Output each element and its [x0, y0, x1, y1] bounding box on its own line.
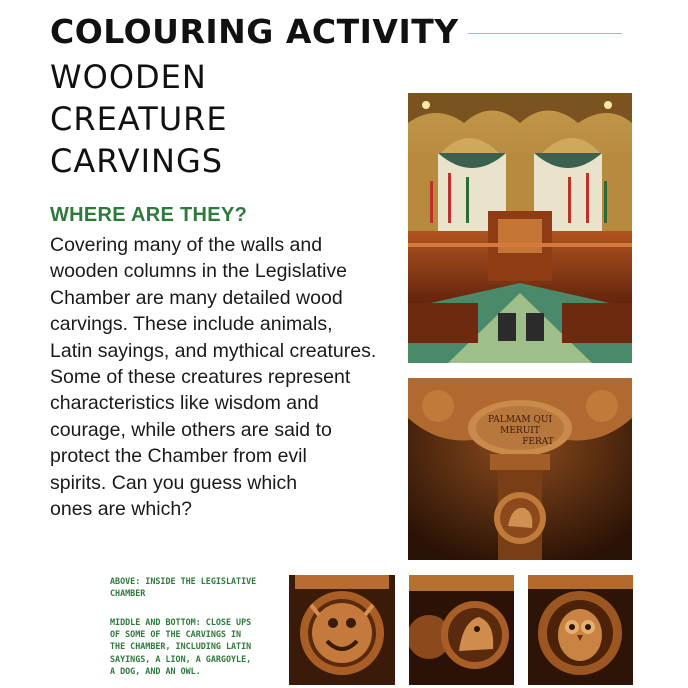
body-line: spirits. Can you guess which — [50, 471, 298, 494]
caption-above — [110, 575, 285, 599]
subtitle-line: CARVINGS — [50, 142, 224, 180]
subtitle-line: CREATURE — [50, 100, 228, 138]
body-line: characteristics like wisdom and — [50, 392, 319, 415]
chamber-photo — [408, 93, 632, 363]
caption-middle-bottom — [110, 616, 285, 677]
body-line: Chamber are many detailed wood — [50, 286, 343, 309]
body-line: wooden columns in the Legislative — [50, 260, 348, 283]
inscription-line: MERUIT — [500, 426, 540, 436]
gargoyle-carving-photo — [289, 575, 395, 685]
caption-line: THE CHAMBER, INCLUDING LATIN — [110, 641, 252, 652]
body-paragraph — [50, 232, 400, 522]
owl-carving-photo — [528, 575, 633, 685]
caption-line: SAYINGS, A LION, A GARGOYLE, — [110, 653, 252, 664]
inscription-line: FERAT — [522, 437, 554, 447]
body-line: courage, while others are said to — [50, 418, 332, 441]
subtitle-line: WOODEN — [50, 58, 207, 96]
body-line: Latin sayings, and mythical creatures. — [50, 339, 377, 362]
body-line: protect the Chamber from evil — [50, 445, 307, 468]
section-heading: WHERE ARE THEY? — [50, 204, 248, 226]
caption-line: ABOVE: INSIDE THE LEGISLATIVE — [110, 576, 257, 586]
caption-line: OF SOME OF THE CARVINGS IN — [110, 629, 242, 640]
body-line: Covering many of the walls and — [50, 234, 323, 256]
dog-carving-photo — [409, 575, 514, 685]
inscription-carving-photo — [408, 378, 632, 560]
header-divider — [468, 33, 622, 34]
page-subtitle — [50, 56, 228, 182]
caption-line: A DOG, AND AN OWL. — [110, 665, 201, 676]
caption-line: MIDDLE AND BOTTOM: CLOSE UPS — [110, 617, 252, 627]
body-line: carvings. These include animals, — [50, 313, 333, 336]
body-line: Some of these creatures represent — [50, 366, 351, 389]
caption-line: CHAMBER — [110, 588, 146, 599]
inscription-line: PALMAM QUI — [487, 415, 553, 425]
body-line: ones are which? — [50, 498, 193, 521]
page-title: COLOURING ACTIVITY — [50, 12, 459, 51]
